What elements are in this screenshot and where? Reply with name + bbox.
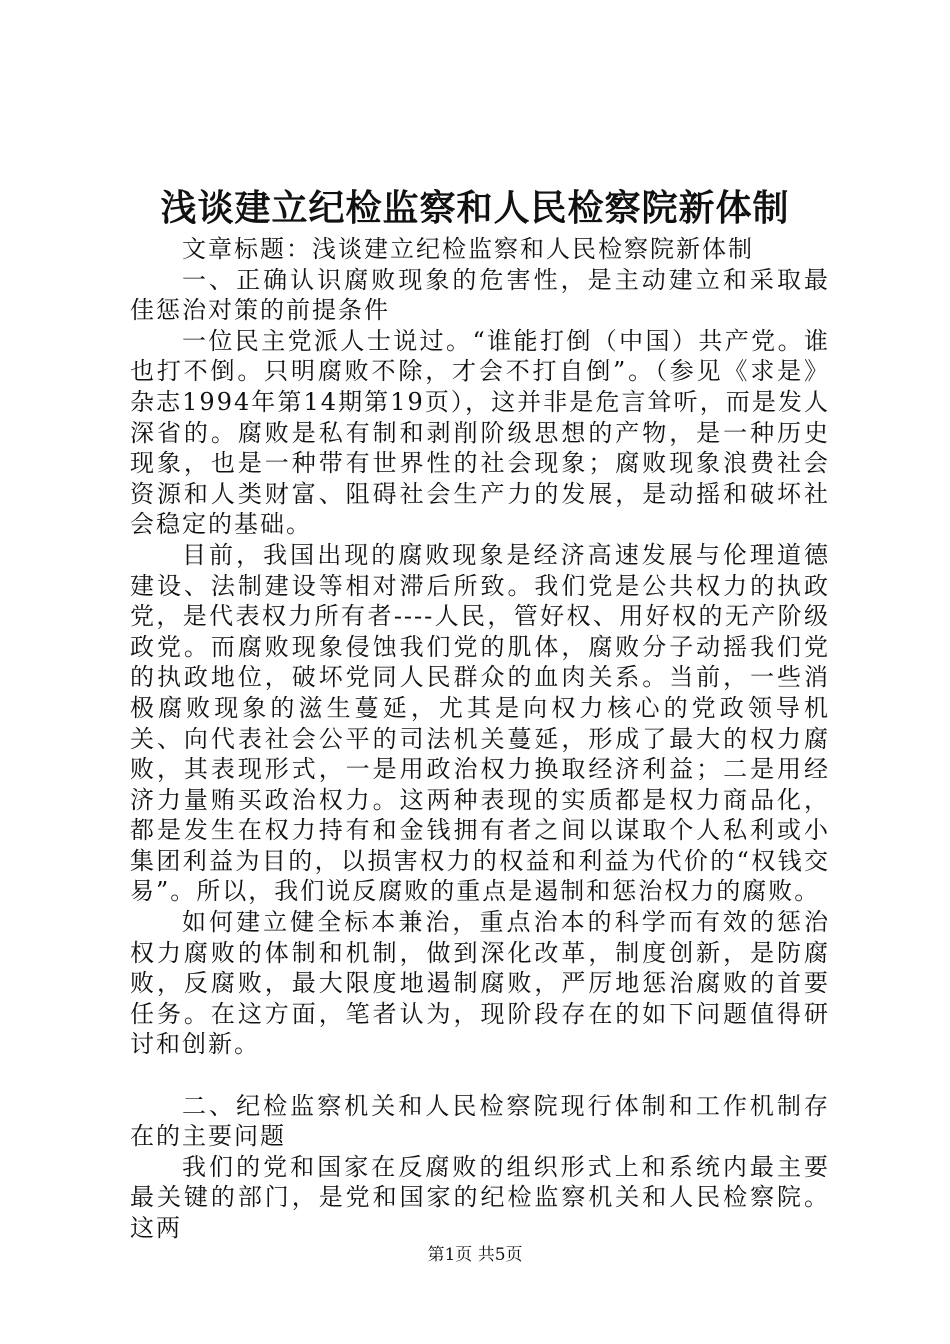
paragraph-spacer xyxy=(130,1060,830,1091)
document-title: 浅谈建立纪检监察和人民检察院新体制 xyxy=(160,187,790,229)
section-heading-2: 二、纪检监察机关和人民检察院现行体制和工作机制存在的主要问题 xyxy=(130,1091,830,1151)
body-paragraph: 目前，我国出现的腐败现象是经济高速发展与伦理道德建设、法制建设等相对滞后所致。我们党是公共权力的执政党，是代表权力所有者----人民，管好权、用好权的无产阶级政党。而腐败现象侵蚀我们党的肌体，腐败分子动摇我们党的执政地位，破坏党同人民群众的血肉关系。当前，一些消极腐败现象的滋生蔓延，尤其是向权力核心的党政领导机关、向代表社会公平的司法机关蔓延，形成了最大的权力腐败，其表现形式，一是用政治权力换取经济利益；二是用经济力量贿买政治权力。这两种表现的实质都是权力商品化，都是发生在权力持有和金钱拥有者之间以谋取个人私利或小集团利益为目的，以损害权力的权益和利益为代价的“权钱交易”。所以，我们说反腐败的重点是遏制和惩治权力的腐败。 xyxy=(130,540,830,906)
page-footer: 第1页 共5页 xyxy=(427,1245,523,1265)
article-title-line: 文章标题：浅谈建立纪检监察和人民检察院新体制 xyxy=(182,235,754,263)
section-heading-1: 一、正确认识腐败现象的危害性，是主动建立和采取最佳惩治对策的前提条件 xyxy=(130,265,830,325)
body-paragraph: 一位民主党派人士说过。“谁能打倒（中国）共产党。谁也打不倒。只明腐败不除，才会不打自倒”。（参见《求是》杂志1994年第14期第19页），这并非是危言耸听，而是发人深省的。腐败是私有制和剥削阶级思想的产物，是一种历史现象，也是一种带有世界性的社会现象；腐败现象浪费社会资源和人类财富、阻碍社会生产力的发展，是动摇和破坏社会稳定的基础。 xyxy=(130,326,830,539)
document-body xyxy=(130,234,830,1244)
body-paragraph: 如何建立健全标本兼治，重点治本的科学而有效的惩治权力腐败的体制和机制，做到深化改革，制度创新，是防腐败，反腐败，最大限度地遏制腐败，严厉地惩治腐败的首要任务。在这方面，笔者认为，现阶段存在的如下问题值得研讨和创新。 xyxy=(130,908,830,1059)
body-paragraph: 我们的党和国家在反腐败的组织形式上和系统内最主要最关键的部门，是党和国家的纪检监察机关和人民检察院。这两 xyxy=(130,1152,830,1242)
